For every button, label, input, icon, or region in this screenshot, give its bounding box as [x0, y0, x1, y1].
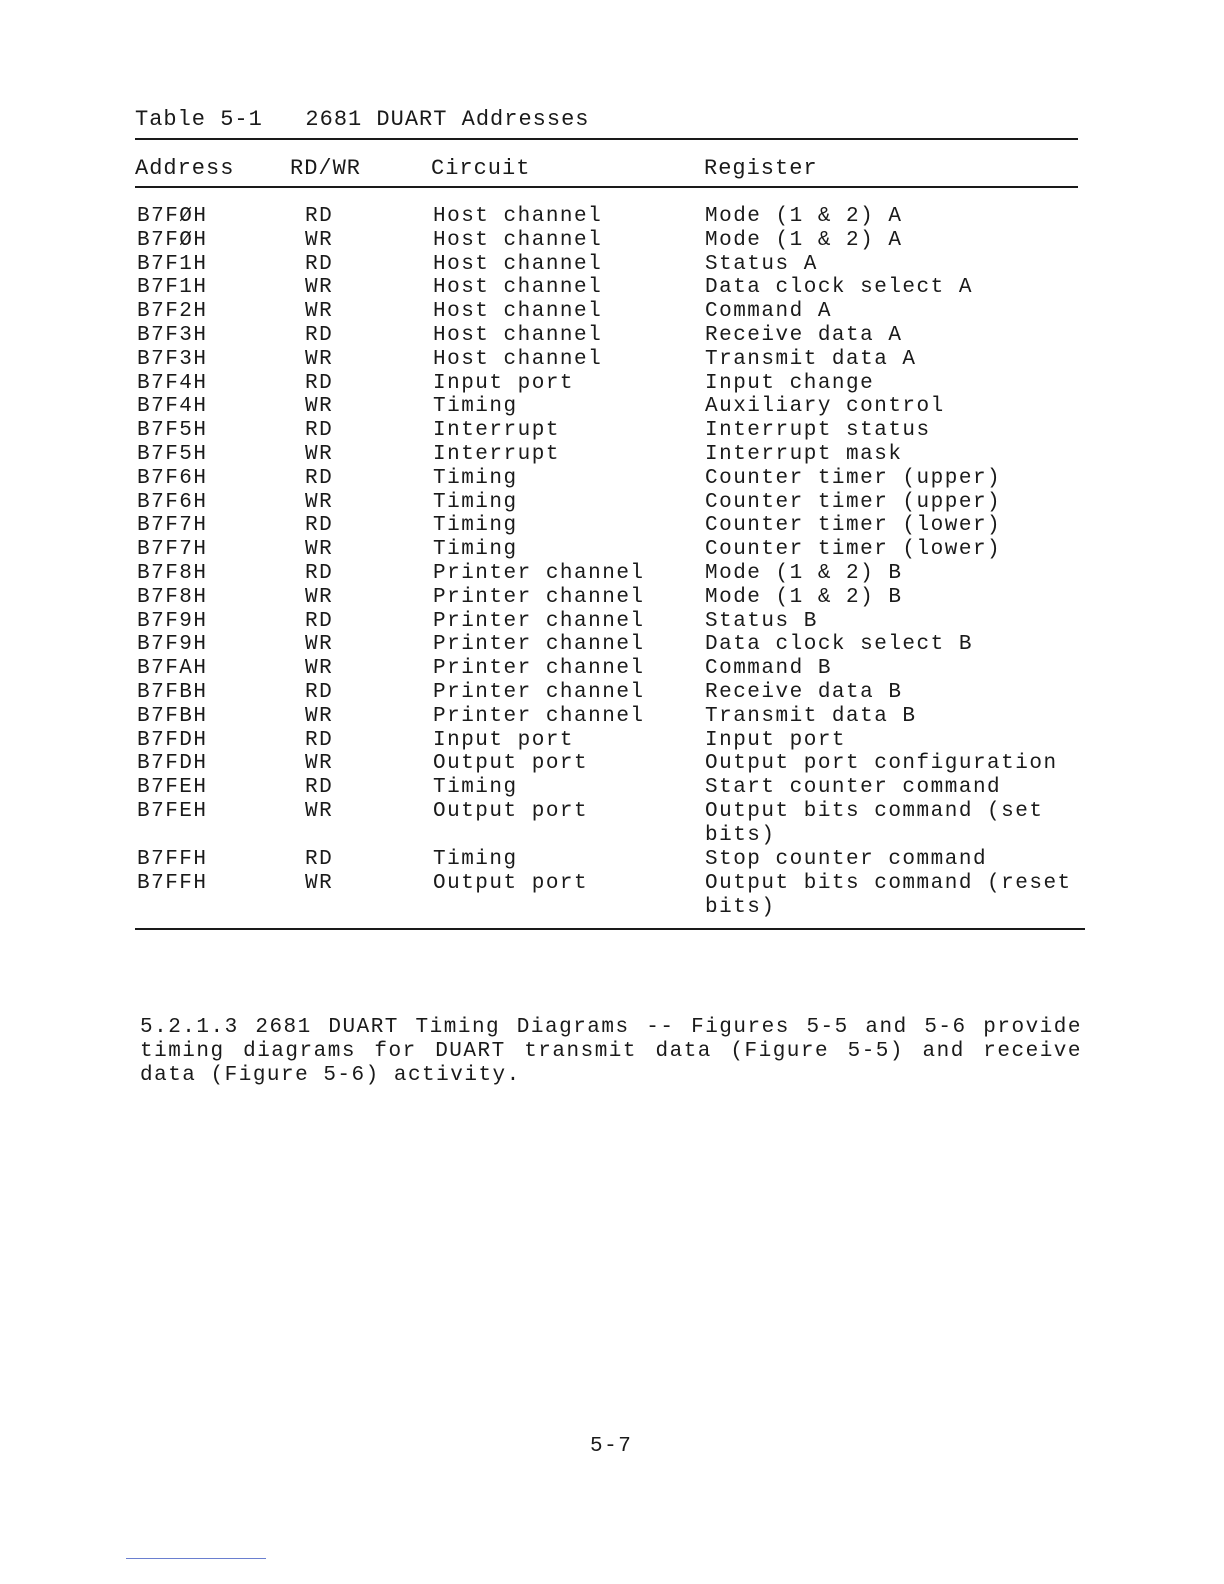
cell-rdwr: RD	[305, 680, 334, 704]
cell-circuit: Interrupt	[433, 442, 560, 466]
table-row	[0, 372, 1224, 396]
cell-rdwr: RD	[305, 466, 334, 490]
cell-circuit: Printer channel	[433, 585, 645, 609]
cell-rdwr: RD	[305, 847, 334, 871]
cell-rdwr: WR	[305, 228, 334, 252]
cell-rdwr: RD	[305, 514, 334, 538]
cell-rdwr: RD	[305, 728, 334, 752]
cell-rdwr: WR	[305, 704, 334, 728]
cell-address: B7FBH	[137, 680, 208, 704]
table-row	[0, 562, 1224, 586]
cell-circuit: Output port	[433, 871, 589, 895]
cell-address: B7FEH	[137, 799, 208, 823]
table-row	[0, 681, 1224, 705]
cell-address: B7FFH	[137, 847, 208, 871]
cell-circuit: Timing	[433, 538, 518, 562]
cell-circuit: Timing	[433, 776, 518, 800]
cell-circuit: Printer channel	[433, 657, 645, 681]
cell-address: B7F3H	[137, 347, 208, 371]
cell-address: B7FFH	[137, 871, 208, 895]
page-number: 5-7	[590, 1435, 633, 1458]
table-row	[0, 324, 1224, 348]
table-bottom-rule	[135, 928, 1085, 930]
cell-address: B7FDH	[137, 728, 208, 752]
cell-rdwr: RD	[305, 561, 334, 585]
table-row	[0, 205, 1224, 229]
cell-register: Transmit data A	[705, 347, 917, 371]
cell-register: Receive data B	[705, 680, 903, 704]
cell-address: B7F6H	[137, 466, 208, 490]
cell-address: B7F5H	[137, 419, 208, 443]
cell-rdwr: WR	[305, 633, 334, 657]
cell-circuit: Output port	[433, 752, 589, 776]
cell-register: Mode (1 & 2) A	[705, 205, 903, 228]
cell-rdwr: WR	[305, 347, 334, 371]
table-row	[0, 752, 1224, 776]
table-row	[0, 419, 1224, 443]
table-row	[0, 467, 1224, 491]
cell-register: Command B	[705, 657, 832, 681]
cell-rdwr: RD	[305, 323, 334, 347]
cell-circuit: Interrupt	[433, 419, 560, 443]
table-row	[0, 586, 1224, 610]
cell-rdwr: RD	[305, 252, 334, 276]
table-row	[0, 348, 1224, 372]
table-row	[0, 229, 1224, 253]
cell-circuit: Timing	[433, 514, 518, 538]
cell-register: Transmit data B	[705, 704, 917, 728]
cell-circuit: Host channel	[433, 347, 603, 371]
cell-rdwr: RD	[305, 419, 334, 443]
cell-address: B7F4H	[137, 395, 208, 419]
cell-rdwr: RD	[305, 205, 334, 228]
cell-register: Mode (1 & 2) A	[705, 228, 903, 252]
cell-circuit: Host channel	[433, 205, 603, 228]
cell-register: Counter timer (lower)	[705, 514, 1002, 538]
cell-circuit: Timing	[433, 847, 518, 871]
cell-register: Mode (1 & 2) B	[705, 561, 903, 585]
cell-rdwr: RD	[305, 776, 334, 800]
cell-address: B7F1H	[137, 276, 208, 300]
table-row	[0, 729, 1224, 753]
cell-rdwr: WR	[305, 395, 334, 419]
header-rdwr: RD/WR	[290, 156, 362, 181]
table-row	[0, 443, 1224, 467]
cell-circuit: Printer channel	[433, 609, 645, 633]
cell-address: B7F5H	[137, 442, 208, 466]
cell-register: Output bits command (set bits)	[705, 799, 1044, 847]
cell-circuit: Input port	[433, 371, 575, 395]
table-row	[0, 633, 1224, 657]
cell-register: Interrupt mask	[705, 442, 903, 466]
cell-circuit: Timing	[433, 395, 518, 419]
table-row	[0, 491, 1224, 515]
cell-circuit: Timing	[433, 466, 518, 490]
header-register: Register	[704, 156, 818, 181]
cell-register: Counter timer (lower)	[705, 538, 1002, 562]
cell-address: B7F6H	[137, 490, 208, 514]
cell-circuit: Host channel	[433, 323, 603, 347]
header-address: Address	[135, 156, 235, 181]
cell-register: Input change	[705, 371, 875, 395]
table-row	[0, 705, 1224, 729]
table-row	[0, 514, 1224, 538]
cell-address: B7F7H	[137, 538, 208, 562]
cell-register: Mode (1 & 2) B	[705, 585, 903, 609]
address-table-body	[0, 205, 1224, 920]
table-row	[0, 276, 1224, 300]
table-title: Table 5-1 2681 DUART Addresses	[135, 107, 590, 132]
cell-rdwr: WR	[305, 752, 334, 776]
table-row	[0, 776, 1224, 800]
cell-circuit: Printer channel	[433, 704, 645, 728]
cell-register: Status B	[705, 609, 818, 633]
cell-rdwr: WR	[305, 538, 334, 562]
table-row	[0, 800, 1224, 848]
section-paragraph: 5.2.1.3 2681 DUART Timing Diagrams -- Figures 5-5 and 5-6 provide timing diagrams for DUART transmit data (Figure 5-5) and receive data (Figure 5-6) activity.	[140, 1016, 1082, 1087]
cell-address: B7F8H	[137, 561, 208, 585]
cell-register: Interrupt status	[705, 419, 931, 443]
footer-mark	[126, 1558, 266, 1559]
cell-circuit: Host channel	[433, 276, 603, 300]
cell-register: Counter timer (upper)	[705, 466, 1002, 490]
table-row	[0, 657, 1224, 681]
cell-address: B7FEH	[137, 776, 208, 800]
table-row	[0, 300, 1224, 324]
cell-register: Auxiliary control	[705, 395, 945, 419]
cell-rdwr: RD	[305, 609, 334, 633]
cell-register: Output bits command (reset bits)	[705, 871, 1072, 919]
cell-circuit: Host channel	[433, 228, 603, 252]
table-row	[0, 395, 1224, 419]
cell-address: B7FØH	[137, 228, 208, 252]
cell-address: B7F2H	[137, 300, 208, 324]
cell-rdwr: WR	[305, 490, 334, 514]
cell-register: Start counter command	[705, 776, 1002, 800]
cell-register: Status A	[705, 252, 818, 276]
cell-rdwr: WR	[305, 442, 334, 466]
cell-circuit: Host channel	[433, 252, 603, 276]
table-row	[0, 538, 1224, 562]
cell-register: Data clock select B	[705, 633, 973, 657]
cell-rdwr: WR	[305, 585, 334, 609]
cell-address: B7FBH	[137, 704, 208, 728]
cell-circuit: Printer channel	[433, 680, 645, 704]
cell-circuit: Output port	[433, 799, 589, 823]
cell-rdwr: RD	[305, 371, 334, 395]
cell-rdwr: WR	[305, 799, 334, 823]
cell-register: Data clock select A	[705, 276, 973, 300]
cell-address: B7FDH	[137, 752, 208, 776]
header-circuit: Circuit	[431, 156, 531, 181]
cell-register: Stop counter command	[705, 847, 988, 871]
cell-address: B7F9H	[137, 633, 208, 657]
cell-address: B7FAH	[137, 657, 208, 681]
cell-register: Output port configuration	[705, 752, 1058, 776]
cell-address: B7FØH	[137, 205, 208, 228]
cell-rdwr: WR	[305, 871, 334, 895]
table-row	[0, 872, 1224, 920]
cell-rdwr: WR	[305, 657, 334, 681]
table-row	[0, 253, 1224, 277]
cell-circuit: Timing	[433, 490, 518, 514]
cell-address: B7F7H	[137, 514, 208, 538]
table-top-rule	[135, 138, 1078, 140]
table-row	[0, 610, 1224, 634]
table-header-rule	[135, 186, 1078, 188]
cell-address: B7F1H	[137, 252, 208, 276]
cell-address: B7F9H	[137, 609, 208, 633]
cell-register: Counter timer (upper)	[705, 490, 1002, 514]
cell-circuit: Host channel	[433, 300, 603, 324]
cell-rdwr: WR	[305, 300, 334, 324]
cell-register: Receive data A	[705, 323, 903, 347]
cell-address: B7F8H	[137, 585, 208, 609]
cell-circuit: Printer channel	[433, 561, 645, 585]
cell-register: Input port	[705, 728, 847, 752]
cell-register: Command A	[705, 300, 832, 324]
table-row	[0, 848, 1224, 872]
cell-address: B7F3H	[137, 323, 208, 347]
cell-circuit: Printer channel	[433, 633, 645, 657]
cell-address: B7F4H	[137, 371, 208, 395]
cell-rdwr: WR	[305, 276, 334, 300]
cell-circuit: Input port	[433, 728, 575, 752]
